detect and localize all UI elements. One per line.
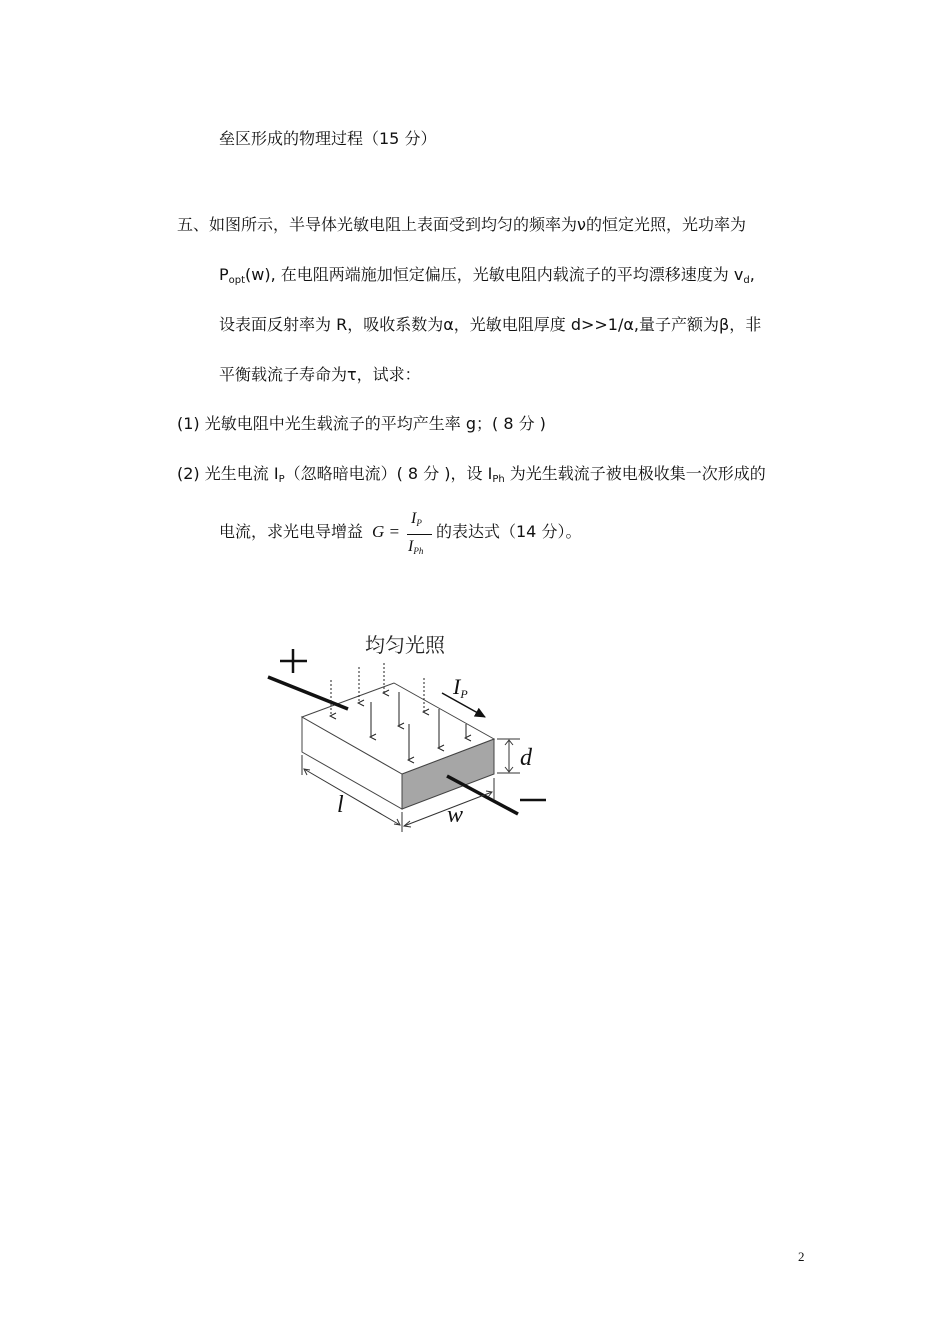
plus-sign	[280, 649, 307, 673]
sub-question-2-a: (2) 光生电流 I	[177, 464, 279, 483]
p-symbol: P	[219, 265, 229, 284]
figure-title: 均匀光照	[365, 635, 445, 657]
width-label: w	[447, 802, 464, 828]
formula-denominator: IPh	[408, 538, 424, 556]
opt-subscript: opt	[228, 275, 246, 286]
text-line-4: 设表面反射率为 R，吸收系数为α，光敏电阻厚度 d>>1/α,量子产额为β，非	[219, 315, 762, 334]
sub-question-2-b: （忽略暗电流）( 8 分 )，设 I	[284, 464, 493, 483]
text-line-3-end: ,	[749, 265, 755, 284]
text-line-1: 垒区形成的物理过程（15 分）	[219, 129, 437, 148]
formula-lhs: G =	[372, 522, 400, 541]
text-line-8a: 电流，求光电导增益	[219, 522, 364, 541]
sub-question-1: (1) 光敏电阻中光生载流子的平均产生率 g；( 8 分 )	[177, 414, 546, 433]
text-line-5: 平衡载流子寿命为τ，试求：	[219, 365, 421, 384]
formula-numerator: IP	[411, 510, 422, 528]
length-label: l	[337, 792, 344, 818]
thickness-label: d	[520, 745, 532, 771]
ip-subscript: P	[278, 474, 285, 485]
current-label: IP	[453, 674, 468, 701]
text-line-8b: 的表达式（14 分）。	[436, 522, 582, 541]
sub-question-2-c: 为光生载流子被电极收集一次形成的	[504, 464, 766, 483]
iph-subscript: Ph	[492, 474, 505, 485]
thickness-dimension	[497, 739, 520, 773]
positive-wire	[268, 677, 348, 709]
page-number: 2	[798, 1249, 805, 1264]
question-5-line: 五、如图所示，半导体光敏电阻上表面受到均匀的频率为ν的恒定光照，光功率为	[177, 215, 746, 234]
d-subscript: d	[743, 275, 750, 286]
text-line-3-body: (w), 在电阻两端施加恒定偏压，光敏电阻内载流子的平均漂移速度为 v	[245, 265, 744, 284]
